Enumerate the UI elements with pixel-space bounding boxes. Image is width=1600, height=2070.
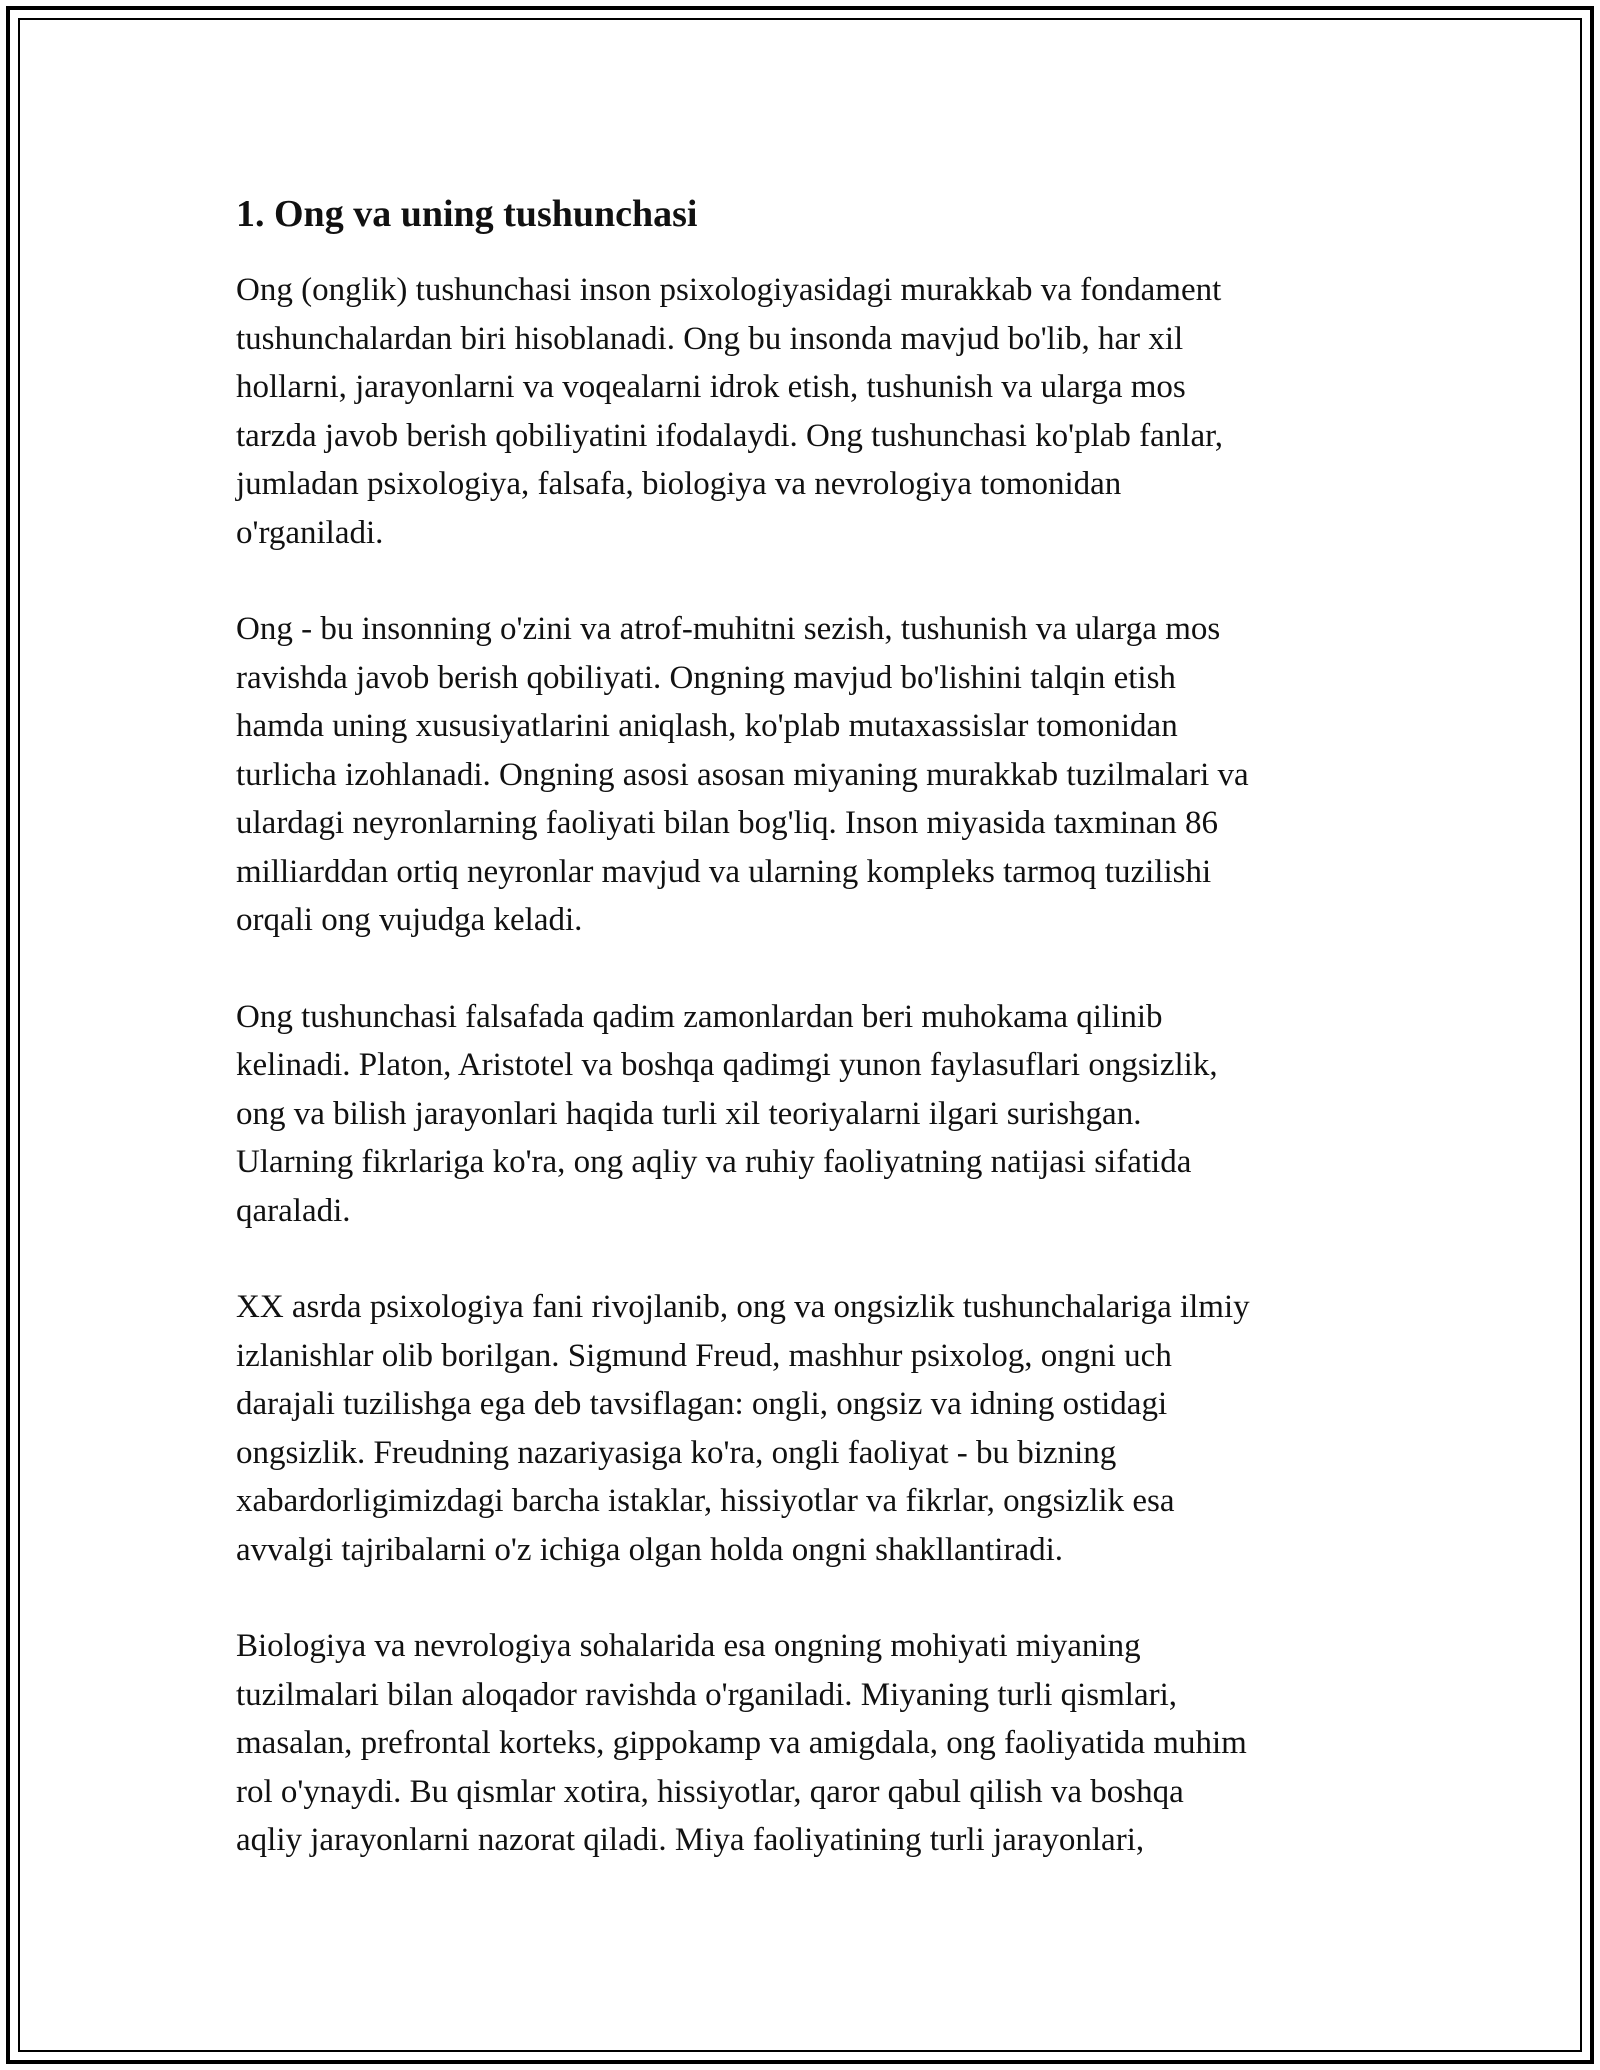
text-line: rol o'ynaydi. Bu qismlar xotira, hissiyotlar, qaror qabul qilish va boshqa xyxy=(236,1773,1184,1810)
text-line: milliarddan ortiq neyronlar mavjud va ularning kompleks tarmoq tuzilishi xyxy=(236,853,1212,890)
text-line: xabardorligimizdagi barcha istaklar, hissiyotlar va fikrlar, ongsizlik esa xyxy=(236,1483,1175,1519)
paragraph-5 xyxy=(236,1622,1376,1865)
text-line: tarzda javob berish qobiliyatini ifodalaydi. Ong tushunchasi ko'plab fanlar, xyxy=(236,417,1224,454)
text-line: ravishda javob berish qobiliyati. Ongning mavjud bo'lishini talqin etish xyxy=(236,659,1176,696)
text-line: darajali tuzilishga ega deb tavsiflagan: ongli, ongsiz va idning ostidagi xyxy=(236,1386,1168,1422)
text-line: jumladan psixologiya, falsafa, biologiya va nevrologiya tomonidan xyxy=(236,466,1122,502)
text-line: orqali ong vujudga keladi. xyxy=(236,902,583,938)
text-line: Biologiya va nevrologiya sohalarida esa ongning mohiyati miyaning xyxy=(236,1628,1141,1664)
text-line: tushunchalardan biri hisoblanadi. Ong bu insonda mavjud bo'lib, har xil xyxy=(236,320,1184,357)
text-line: hollarni, jarayonlarni va voqealarni idrok etish, tushunish va ularga mos xyxy=(236,369,1186,405)
text-line: qaraladi. xyxy=(236,1192,351,1229)
paragraph-2 xyxy=(236,605,1376,945)
text-line: XX asrda psixologiya fani rivojlanib, ong va ongsizlik tushunchalariga ilmiy xyxy=(236,1289,1250,1325)
text-line: avvalgi tajribalarni o'z ichiga olgan holda ongni shakllantiradi. xyxy=(236,1531,1064,1568)
text-line: hamda uning xususiyatlarini aniqlash, ko'plab mutaxassislar tomonidan xyxy=(236,708,1178,744)
paragraph-4 xyxy=(236,1283,1376,1574)
text-line: Ularning fikrlariga ko'ra, ong aqliy va ruhiy faoliyatning natijasi sifatida xyxy=(236,1144,1192,1180)
text-line: o'rganiladi. xyxy=(236,514,384,551)
paragraph-1 xyxy=(236,266,1376,557)
text-line: ulardagi neyronlarning faoliyati bilan bog'liq. Inson miyasida taxminan 86 xyxy=(236,805,1218,841)
text-line: masalan, prefrontal korteks, gippokamp va amigdala, ong faoliyatida muhim xyxy=(236,1725,1247,1761)
text-line: ong va bilish jarayonlari haqida turli xil teoriyalarni ilgari surishgan. xyxy=(236,1095,1142,1132)
text-line: tuzilmalari bilan aloqador ravishda o'rganiladi. Miyaning turli qismlari, xyxy=(236,1676,1178,1713)
text-line: Ong - bu insonning o'zini va atrof-muhitni sezish, tushunish va ularga mos xyxy=(236,611,1221,647)
text-line: aqliy jarayonlarni nazorat qiladi. Miya faoliyatining turli jarayonlari, xyxy=(236,1822,1145,1858)
text-line: kelinadi. Platon, Aristotel va boshqa qadimgi yunon faylasuflari ongsizlik, xyxy=(236,1047,1218,1083)
text-line: turlicha izohlanadi. Ongning asosi asosan miyaning murakkab tuzilmalari va xyxy=(236,756,1249,793)
section-title: 1. Ong va uning tushunchasi xyxy=(236,193,698,235)
text-line: izlanishlar olib borilgan. Sigmund Freud, mashhur psixolog, ongni uch xyxy=(236,1337,1172,1374)
text-line: Ong tushunchasi falsafada qadim zamonlardan beri muhokama qilinib xyxy=(236,998,1163,1035)
paragraph-3 xyxy=(236,993,1376,1236)
text-line: Ong (onglik) tushunchasi inson psixologiyasidagi murakkab va fondament xyxy=(236,272,1222,308)
document-body xyxy=(236,190,1376,1913)
text-line: ongsizlik. Freudning nazariyasiga ko'ra, ongli faoliyat - bu bizning xyxy=(236,1434,1117,1471)
